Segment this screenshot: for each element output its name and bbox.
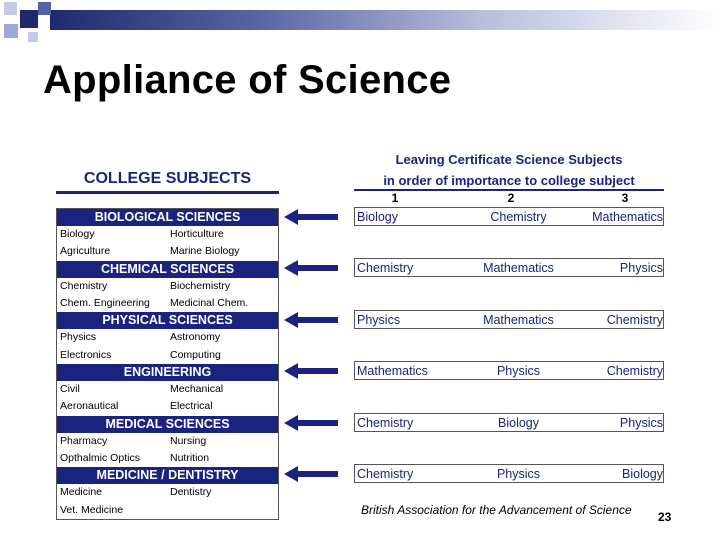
leaving-cert-title: Leaving Certificate Science Subjects (395, 152, 623, 167)
rank-cell: Chemistry (606, 363, 663, 378)
rank-cell: Physics (496, 363, 541, 378)
rank-number: 3 (621, 191, 629, 205)
subject-cell: Aeronautical (60, 400, 119, 413)
decor-square (4, 24, 18, 38)
group-row (57, 226, 278, 243)
rank-cell: Chemistry (357, 415, 414, 430)
rank-cell: Physics (357, 312, 401, 327)
group-row (57, 347, 278, 364)
rank-cell: Chemistry (357, 466, 414, 481)
subject-cell: Pharmacy (60, 434, 108, 447)
rank-number: 2 (507, 191, 515, 205)
group-row (57, 398, 278, 415)
rank-row (354, 258, 664, 277)
subject-cell (170, 502, 278, 519)
group-header: CHEMICAL SCIENCES (57, 261, 278, 278)
subject-group (57, 261, 278, 313)
subject-cell: Nutrition (170, 451, 210, 464)
decor-square (28, 32, 38, 42)
rank-cell: Biology (498, 415, 539, 430)
subject-cell: Medicine (60, 486, 103, 499)
subject-cell: Dentistry (170, 486, 212, 499)
rank-cell: Mathematics (592, 209, 663, 224)
rank-row (354, 207, 664, 226)
rank-row (354, 310, 664, 329)
group-header: PHYSICAL SCIENCES (57, 312, 278, 329)
arrow-left-icon (284, 260, 338, 276)
subject-cell: Physics (60, 331, 97, 344)
group-row (57, 295, 278, 312)
arrow-left-icon (284, 415, 338, 431)
group-row (57, 278, 278, 295)
group-row (57, 433, 278, 450)
group-header: MEDICINE / DENTISTRY (57, 467, 278, 484)
subject-group (57, 416, 278, 468)
rank-cell: Chemistry (490, 209, 547, 224)
college-heading-rule (56, 191, 279, 194)
subject-cell: Medicinal Chem. (170, 296, 249, 309)
group-row (57, 450, 278, 467)
rank-cell: Physics (496, 466, 541, 481)
subject-group (57, 312, 278, 364)
group-row (57, 381, 278, 398)
subject-cell: Chem. Engineering (60, 296, 150, 309)
source-citation: British Association for the Advancement of Science (361, 503, 632, 517)
decor-square (38, 2, 51, 15)
decor-square (20, 10, 38, 28)
group-row (57, 329, 278, 346)
rank-cell: Mathematics (483, 312, 554, 327)
rank-cell: Physics (619, 415, 663, 430)
subject-cell: Biology (60, 228, 95, 240)
rank-cell: Biology (357, 209, 398, 224)
arrow-left-icon (284, 466, 338, 482)
subject-cell: Astronomy (170, 331, 221, 344)
arrow-left-icon (284, 363, 338, 379)
college-subjects-heading: COLLEGE SUBJECTS (83, 170, 252, 187)
rank-row (354, 464, 664, 483)
group-header: MEDICAL SCIENCES (57, 416, 278, 433)
arrow-left-icon (284, 209, 338, 225)
group-row (57, 502, 278, 519)
arrow-left-icon (284, 312, 338, 328)
subject-cell: Electronics (60, 348, 112, 361)
decor-square (4, 2, 17, 15)
slide-title: Appliance of Science (43, 58, 452, 102)
header-gradient-bar (50, 10, 720, 30)
college-subjects-table (56, 208, 279, 520)
group-header: BIOLOGICAL SCIENCES (57, 209, 278, 226)
subject-cell: Computing (170, 348, 221, 361)
page-number: 23 (658, 510, 672, 524)
leaving-cert-subtitle: in order of importance to college subject (383, 173, 635, 188)
subject-cell: Chemistry (60, 279, 108, 292)
subject-cell: Mechanical (170, 382, 224, 395)
subject-cell: Nursing (170, 434, 207, 447)
group-row (57, 484, 278, 501)
rank-cell: Mathematics (357, 363, 428, 378)
subject-cell: Agriculture (60, 245, 111, 258)
subject-cell: Biochemistry (170, 279, 231, 292)
subject-group (57, 209, 278, 261)
rank-number: 1 (391, 191, 399, 205)
rank-row (354, 413, 664, 432)
subject-cell: Civil (60, 382, 80, 395)
subject-group (57, 467, 278, 519)
rank-row (354, 361, 664, 380)
rank-cell: Chemistry (606, 312, 663, 327)
rank-cell: Chemistry (357, 260, 414, 275)
group-header: ENGINEERING (57, 364, 278, 381)
subject-cell: Vet. Medicine (60, 503, 124, 516)
rank-cell: Biology (622, 466, 663, 481)
subject-cell: Electrical (170, 400, 213, 413)
rank-cell: Mathematics (483, 260, 554, 275)
header-decoration (0, 0, 720, 50)
subject-cell: Marine Biology (170, 245, 240, 258)
rank-cell: Physics (619, 260, 663, 275)
subject-group (57, 364, 278, 416)
subject-cell: Opthalmic Optics (60, 451, 140, 464)
group-row (57, 243, 278, 260)
subject-cell: Horticulture (170, 228, 224, 240)
